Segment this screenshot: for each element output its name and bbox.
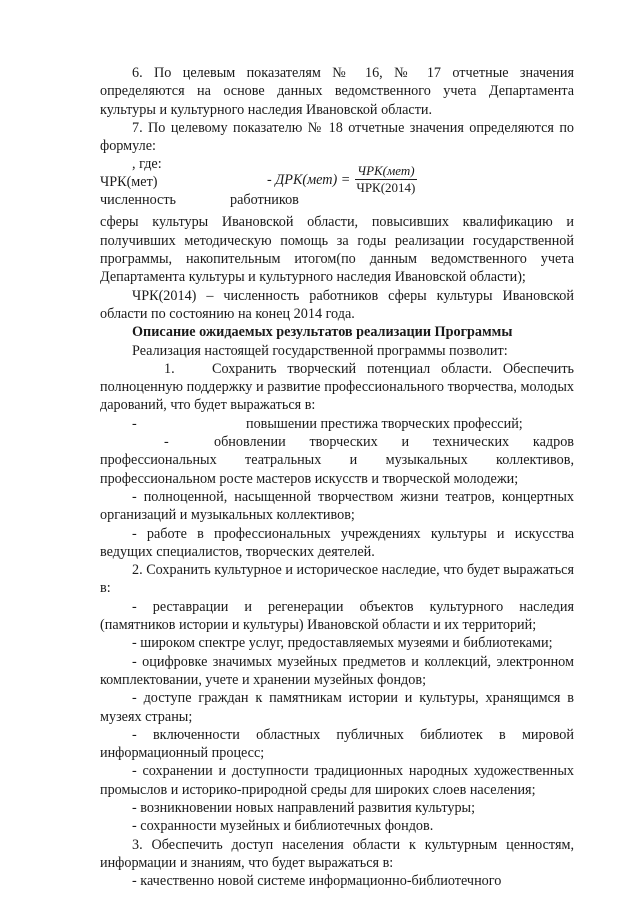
paragraph-7: 7. По целевому показателю № 18 отчетные значения определяются по формуле:	[100, 119, 574, 155]
list-item-e5: - включенности областных публичных библиотек в мировой информационный процесс;	[100, 726, 574, 762]
list-item-d4: - работе в профессиональных учреждениях культуры и искусства ведущих специалистов, творческих деятелей.	[100, 525, 574, 560]
item-3: 3. Обеспечить доступ населения области к культурным ценностям, информации и знаниям, что будет выражаться в:	[100, 836, 574, 871]
section-heading: Описание ожидаемых результатов реализации Программы	[132, 324, 513, 341]
dash-marker: -	[132, 415, 137, 432]
list-item-f1: - качественно новой системе информационно-библиотечного	[132, 873, 502, 890]
word-rabotnikov: работников	[230, 192, 299, 209]
formula-fraction	[354, 163, 417, 196]
list-item-e2: - широком спектре услуг, предоставляемых музеями и библиотеками;	[132, 635, 553, 652]
item-1	[100, 360, 574, 415]
formula-denominator: ЧРК(2014)	[356, 180, 416, 196]
list-item-text: повышении престижа творческих профессий;	[246, 415, 523, 432]
item-1-number: 1.	[164, 360, 175, 377]
paragraph-6: 6. По целевым показателям № 16, № 17 отчетные значения определяются на основе данных ведомственного учета Департамента культуры и культурного наследия Ивановской области.	[100, 65, 574, 118]
list-item-d2	[100, 433, 574, 488]
item-2: 2. Сохранить культурное и историческое наследие, что будет выражаться в:	[100, 562, 574, 597]
chrk-met-label: ЧРК(мет)	[100, 174, 158, 191]
dash-marker: -	[164, 434, 169, 451]
list-item-e4: - доступе граждан к памятникам истории и культуры, хранящимся в музеях страны;	[100, 690, 574, 725]
list-item-e3: - оцифровке значимых музейных предметов и коллекций, электронном комплектовании, учете и хранении музейных фондов;	[100, 653, 574, 688]
list-item-text: обновлении творческих и технических кадров профессиональных театральных и музыкальных коллективов, профессиональном росте мастеров искусств и творческой молодежи;	[100, 434, 574, 487]
word-chislennost: численность	[100, 192, 177, 209]
list-item-d3: - полноценной, насыщенной творчеством жизни театров, концертных организаций и музыкальных коллективов;	[100, 488, 574, 524]
formula-lhs: - ДРК(мет) =	[267, 171, 351, 188]
document-page	[100, 64, 574, 890]
definition-1: сферы культуры Ивановской области, повысивших квалификацию и получивших методическую помощь за годы реализации государственной программы, накопительным итогом(по данным ведомственного учета Департамента культуры и культурного наследия Ивановской области);	[100, 214, 574, 286]
list-item-e6: - сохранении и доступности традиционных народных художественных промыслов и историко-природной среды для широких слоев населения;	[100, 763, 574, 798]
formula-block	[100, 155, 574, 213]
list-item-d1	[100, 415, 574, 433]
intro-line: Реализация настоящей государственной программы позволит:	[132, 342, 508, 359]
formula-numerator: ЧРК(мет)	[357, 163, 415, 179]
where-label: , где:	[132, 156, 162, 173]
item-1-text: Сохранить творческий потенциал области. Обеспечить полноценную поддержку и развитие профессионального творчества, молодых дарований, что будет выражаться в:	[100, 360, 574, 414]
list-item-e7: - возникновении новых направлений развития культуры;	[132, 799, 476, 816]
list-item-e1: - реставрации и регенерации объектов культурного наследия (памятников истории и культуры) Ивановской области и их территорий;	[100, 598, 574, 634]
formula	[267, 163, 417, 196]
definition-2: ЧРК(2014) – численность работников сферы культуры Ивановской области по состоянию на конец 2014 года.	[100, 287, 574, 322]
list-item-e8: - сохранности музейных и библиотечных фондов.	[132, 818, 434, 835]
